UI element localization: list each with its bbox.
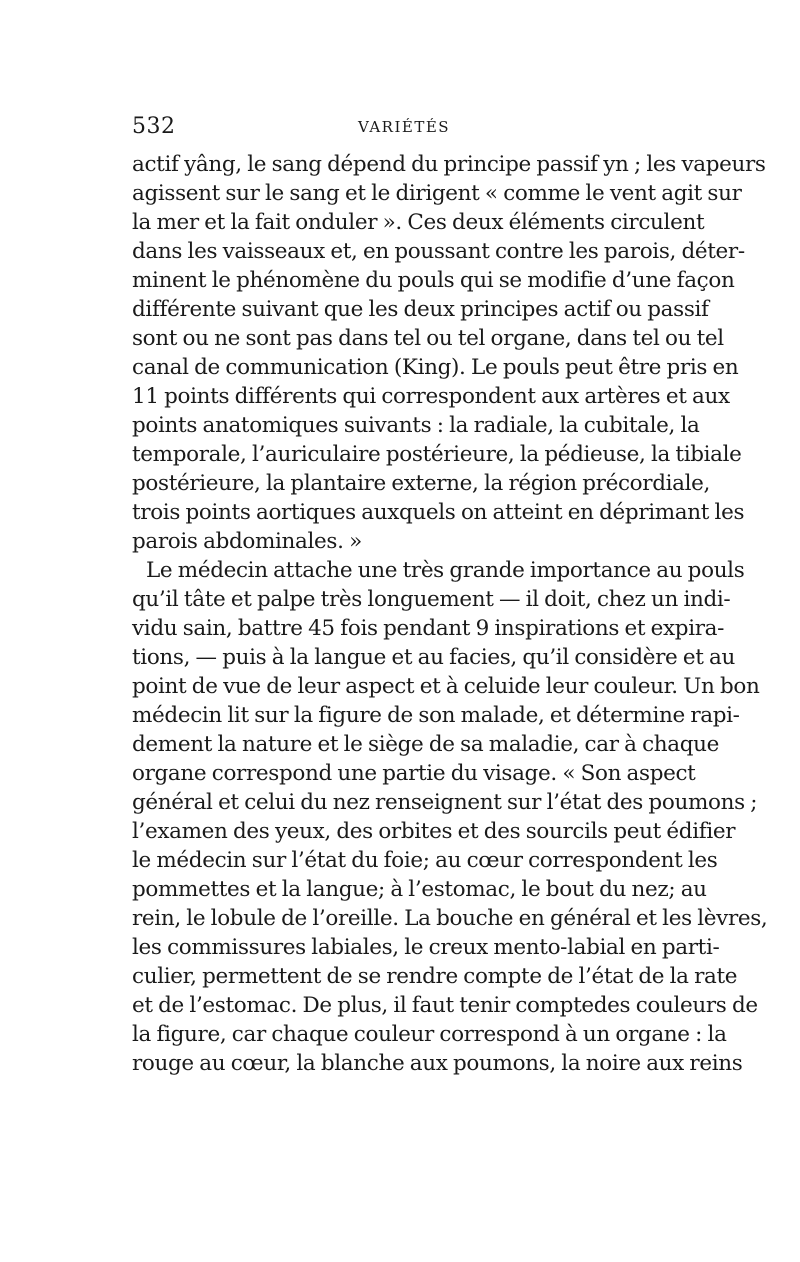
text-line: sont ou ne sont pas dans tel ou tel organe, dans tel ou tel <box>132 326 724 351</box>
text-line: 11 points différents qui correspondent aux artères et aux <box>132 384 730 409</box>
text-line: postérieure, la plantaire externe, la région précordiale, <box>132 471 710 496</box>
text-line: rouge au cœur, la blanche aux poumons, la noire aux reins <box>132 1051 743 1076</box>
text-line: organe correspond une partie du visage. « Son aspect <box>132 761 696 786</box>
running-head: VARIÉTÉS <box>358 118 451 136</box>
text-line: vidu sain, battre 45 fois pendant 9 inspirations et expira- <box>132 616 725 641</box>
text-line: canal de communication (King). Le pouls peut être pris en <box>132 355 739 380</box>
text-line: dement la nature et le siège de sa maladie, car à chaque <box>132 732 720 757</box>
text-line: rein, le lobule de l’oreille. La bouche en général et les lèvres, <box>132 906 768 931</box>
text-line: dans les vaisseaux et, en poussant contre les parois, déter- <box>132 239 745 264</box>
text-line: minent le phénomène du pouls qui se modifie d’une façon <box>132 268 735 293</box>
text-line: pommettes et la langue; à l’estomac, le bout du nez; au <box>132 877 707 902</box>
text-line: différente suivant que les deux principes actif ou passif <box>132 297 709 322</box>
text-line: agissent sur le sang et le dirigent « comme le vent agit sur <box>132 181 742 206</box>
text-line: parois abdominales. » <box>132 529 362 554</box>
text-line: les commissures labiales, le creux mento-labial en parti- <box>132 935 720 960</box>
text-line: médecin lit sur la figure de son malade, et détermine rapi- <box>132 703 740 728</box>
text-line: points anatomiques suivants : la radiale, la cubitale, la <box>132 413 700 438</box>
text-line: temporale, l’auriculaire postérieure, la pédieuse, la tibiale <box>132 442 742 467</box>
text-line: général et celui du nez renseignent sur l’état des poumons ; <box>132 790 758 815</box>
text-line: la mer et la fait onduler ». Ces deux éléments circulent <box>132 210 705 235</box>
text-line: trois points aortiques auxquels on atteint en déprimant les <box>132 500 745 525</box>
text-line: culier, permettent de se rendre compte de l’état de la rate <box>132 964 738 989</box>
text-line: le médecin sur l’état du foie; au cœur correspondent les <box>132 848 718 873</box>
text-line: Le médecin attache une très grande importance au pouls <box>146 558 745 583</box>
text-line: la figure, car chaque couleur correspond à un organe : la <box>132 1022 727 1047</box>
page-number: 532 <box>132 114 176 139</box>
text-line: tions, — puis à la langue et au facies, qu’il considère et au <box>132 645 736 670</box>
text-line: et de l’estomac. De plus, il faut tenir comptedes couleurs de <box>132 993 758 1018</box>
text-line: l’examen des yeux, des orbites et des sourcils peut édifier <box>132 819 736 844</box>
text-line: qu’il tâte et palpe très longuement — il doit, chez un indi- <box>132 587 731 612</box>
text-line: point de vue de leur aspect et à celuide leur couleur. Un bon <box>132 674 760 699</box>
page-header <box>132 114 676 142</box>
body-text <box>132 150 768 1078</box>
text-line: actif yâng, le sang dépend du principe passif yn ; les vapeurs <box>132 152 766 177</box>
